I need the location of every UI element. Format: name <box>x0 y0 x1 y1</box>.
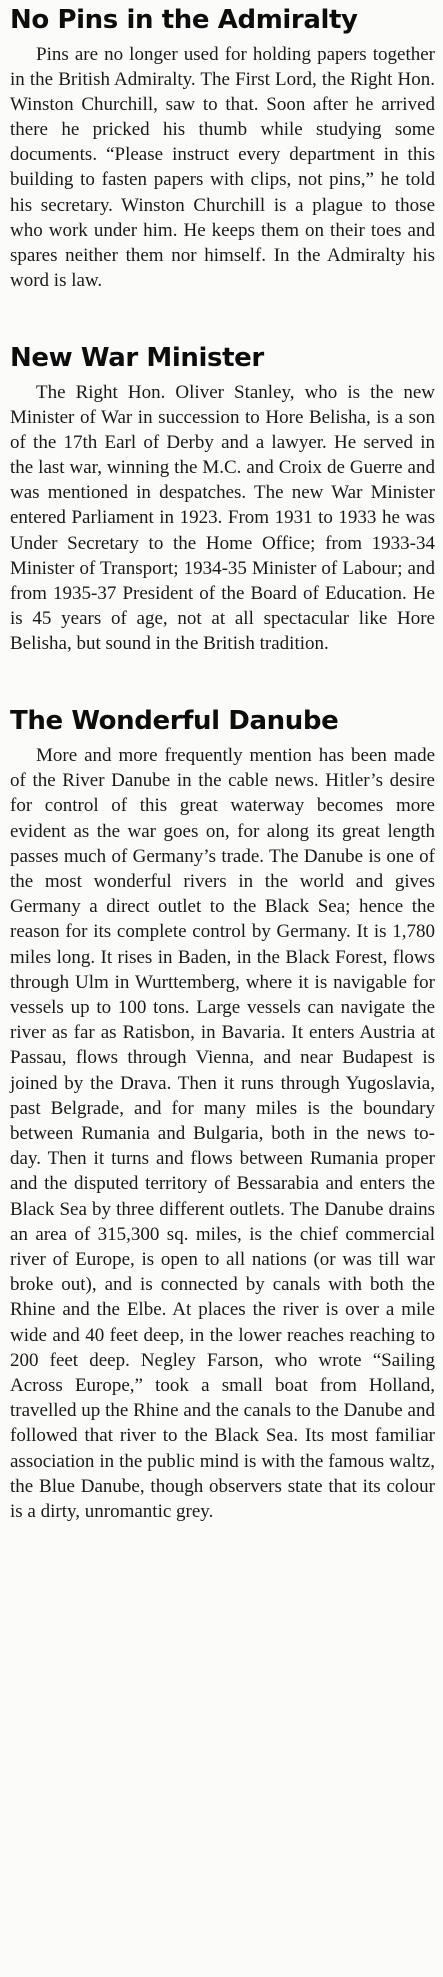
article-body: Pins are no longer used for holding papers together in the British Admiralty. The First Lord, the Right Hon. Winston Churchill, saw to that. Soon after he arrived there he pricked his thumb while studying some documents. “Please instruct every department in this building to fasten papers with clips, not pins,” he told his secretary. Winston Churchill is a plague to those who work under him. He keeps them on their toes and spares neither them nor himself. In the Admiralty his word is law. <box>10 44 435 291</box>
article-headline: No Pins in the Admiralty <box>10 5 358 35</box>
article-body: More and more frequently mention has been made of the River Danube in the cable news. Hitler’s desire for control of this great waterway becomes more evident as the war goes on, for along its great length passes much of Germany’s trade. The Danube is one of the most wonderful rivers in the world and gives Germany a direct outlet to the Black Sea; hence the reason for its complete control by Germany. It is 1,780 miles long. It rises in Baden, in the Black Forest, flows through Ulm in Wurttemberg, where it is navigable for vessels up to 100 tons. Large vessels can navigate the river as far as Ratisbon, in Bavaria. It enters Austria at Passau, flows through Vienna, and near Budapest is joined by the Drava. Then it runs through Yugoslavia, past Belgrade, and for many miles is the boundary between Rumania and Bulgaria, both in the news to-day. Then it turns and flows between Rumania proper and the disputed territory of Bessarabia and enters the Black Sea by three different outlets. The Danube drains an area of 315,300 sq. miles, is the chief commercial river of Europe, is open to all nations (or was till war broke out), and is connected by canals with both the Rhine and the Elbe. At places the river is over a mile wide and 40 feet deep, in the lower reaches reaching to 200 feet deep. Negley Farson, who wrote “Sailing Across Europe,” took a small boat from Holland, travelled up the Rhine and the canals to the Danube and followed that river to the Black Sea. Its most familiar association in the public mind is with the famous waltz, the Blue Danube, though observers state that its colour is a dirty, unromantic grey. <box>10 745 435 1523</box>
article-the-wonderful-danube <box>10 705 435 1524</box>
article-no-pins-in-the-admiralty <box>10 4 435 293</box>
article-body: The Right Hon. Oliver Stanley, who is the new Minister of War in succession to Hore Belisha, is a son of the 17th Earl of Derby and a lawyer. He served in the last war, winning the M.C. and Croix de Guerre and was mentioned in despatches. The new War Minister entered Parliament in 1923. From 1931 to 1933 he was Under Secretary to the Home Office; from 1933-34 Minister of Transport; 1934-35 Minister of Labour; and from 1935-37 President of the Board of Education. He is 45 years of age, not at all spectacular like Hore Belisha, but sound in the British tradition. <box>10 382 435 654</box>
article-headline: New War Minister <box>10 343 264 373</box>
article-new-war-minister <box>10 342 435 656</box>
article-headline: The Wonderful Danube <box>10 706 339 736</box>
